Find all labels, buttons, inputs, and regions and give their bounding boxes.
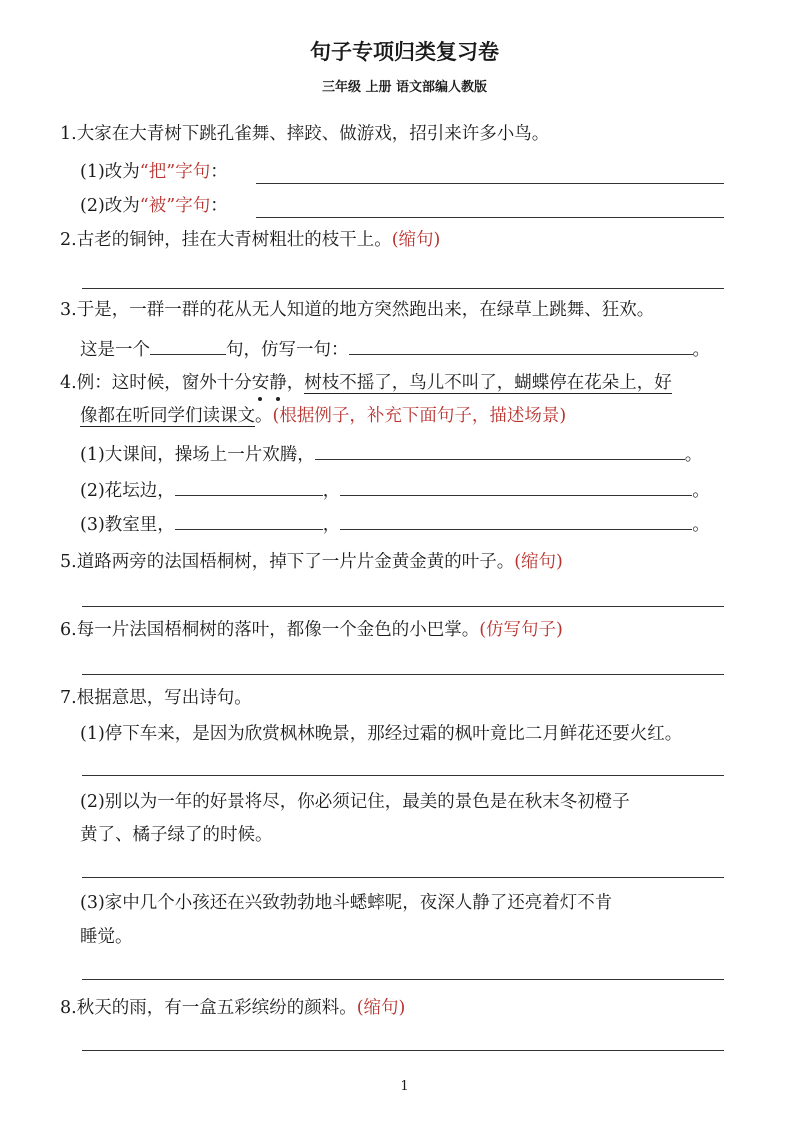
question-number: 8. xyxy=(60,998,77,1018)
sub-text: (2)花坛边， xyxy=(80,481,175,501)
question-number: 6. xyxy=(60,620,77,640)
period: 。 xyxy=(692,481,710,501)
instruction-tag: (缩句) xyxy=(391,230,441,250)
question-number: 3. xyxy=(60,300,77,320)
instruction-tag: (仿写句子) xyxy=(479,620,563,640)
question-text: 每一片法国梧桐树的落叶，都像一个金色的小巴掌。 xyxy=(76,620,480,640)
question-number: 5. xyxy=(60,552,77,572)
instruction-tag: “把”字句 xyxy=(139,162,211,182)
question-number: 4. xyxy=(60,373,77,393)
emphasis-char: 静 xyxy=(269,373,287,393)
fill-blank[interactable] xyxy=(175,512,323,530)
question-7-sub-3-line-2: 睡觉。 xyxy=(80,927,133,947)
question-5 xyxy=(60,550,563,574)
question-2 xyxy=(60,228,440,252)
question-4-sub-2 xyxy=(80,478,710,503)
fill-blank[interactable] xyxy=(175,478,323,496)
answer-line[interactable] xyxy=(82,606,724,607)
question-text: 秋天的雨，有一盒五彩缤纷的颜料。 xyxy=(76,998,357,1018)
question-1-sub-1 xyxy=(80,160,228,184)
question-text: 古老的铜钟，挂在大青树粗壮的枝干上。 xyxy=(76,230,392,250)
question-6 xyxy=(60,618,563,642)
emphasis-char: 安 xyxy=(251,373,270,393)
colon: ： xyxy=(210,162,228,182)
instruction-tag: (缩句) xyxy=(356,998,406,1018)
text: 这是一个 xyxy=(80,340,150,360)
question-7 xyxy=(60,686,252,710)
question-4-sub-1 xyxy=(80,442,702,467)
underlined-example: 树枝不摇了，鸟儿不叫了，蝴蝶停在花朵上，好 xyxy=(304,373,672,393)
question-4-example-line-1 xyxy=(60,371,672,395)
question-3-line-2 xyxy=(80,337,710,362)
question-text: 大家在大青树下跳孔雀舞、摔跤、做游戏，招引来许多小鸟。 xyxy=(76,124,550,144)
sub-text: (3)教室里， xyxy=(80,515,175,535)
example-label: 例： xyxy=(76,373,112,393)
comma: ， xyxy=(322,515,341,535)
question-number: 7. xyxy=(60,688,77,708)
question-7-sub-1: (1)停下车来，是因为欣赏枫林晚景，那经过霜的枫叶竟比二月鲜花还要火红。 xyxy=(80,724,683,744)
answer-line[interactable] xyxy=(82,979,724,980)
question-number: 1. xyxy=(60,124,77,144)
period: 。 xyxy=(692,340,710,360)
fill-blank[interactable] xyxy=(150,337,226,355)
example-text: ， xyxy=(286,373,305,393)
colon: ： xyxy=(210,196,228,216)
fill-blank[interactable] xyxy=(340,512,692,530)
fill-blank[interactable] xyxy=(315,442,685,460)
answer-line[interactable] xyxy=(82,775,724,776)
text: 句，仿写一句： xyxy=(226,340,349,360)
question-1-sub-2 xyxy=(80,194,228,218)
question-text: 道路两旁的法国梧桐树，掉下了一片片金黄金黄的叶子。 xyxy=(76,552,515,572)
comma: ， xyxy=(322,481,341,501)
page-number: 1 xyxy=(400,1079,409,1094)
question-1 xyxy=(60,122,549,146)
question-7-sub-3-line-1: (3)家中几个小孩还在兴致勃勃地斗蟋蟀呢，夜深人静了还亮着灯不肯 xyxy=(80,893,613,913)
sub-prefix: (2)改为 xyxy=(80,196,140,216)
answer-line[interactable] xyxy=(82,674,724,675)
question-text: 根据意思，写出诗句。 xyxy=(76,688,252,708)
fill-blank[interactable] xyxy=(349,337,693,355)
fill-blank[interactable] xyxy=(340,478,692,496)
page-title: 句子专项归类复习卷 xyxy=(310,39,499,64)
sub-text: (1)大课间，操场上一片欢腾， xyxy=(80,445,315,465)
question-7-sub-2-line-2: 黄了、橘子绿了的时候。 xyxy=(80,825,273,845)
answer-line[interactable] xyxy=(82,1050,724,1051)
question-text: 于是，一群一群的花从无人知道的地方突然跑出来，在绿草上跳舞、狂欢。 xyxy=(76,300,655,320)
underlined-example: 像都在听同学们读课文 xyxy=(80,406,255,426)
question-4-sub-3 xyxy=(80,512,710,537)
example-text: 。 xyxy=(255,406,273,426)
question-8 xyxy=(60,996,405,1020)
question-4-example-line-2 xyxy=(80,404,566,428)
period: 。 xyxy=(692,515,710,535)
example-text: 这时候，窗外十分 xyxy=(111,373,252,393)
instruction-tag: (根据例子，补充下面句子，描述场景) xyxy=(272,406,567,426)
answer-line[interactable] xyxy=(256,217,724,218)
sub-prefix: (1)改为 xyxy=(80,162,140,182)
period: 。 xyxy=(684,445,703,465)
question-7-sub-2-line-1: (2)别以为一年的好景将尽，你必须记住，最美的景色是在秋末冬初橙子 xyxy=(80,792,630,812)
instruction-tag: “被”字句 xyxy=(139,196,211,216)
question-3 xyxy=(60,298,654,322)
answer-line[interactable] xyxy=(82,877,724,878)
answer-line[interactable] xyxy=(82,288,724,289)
instruction-tag: (缩句) xyxy=(514,552,563,572)
question-number: 2. xyxy=(60,230,77,250)
page-subtitle: 三年级 上册 语文部编人教版 xyxy=(321,80,488,95)
answer-line[interactable] xyxy=(256,183,724,184)
